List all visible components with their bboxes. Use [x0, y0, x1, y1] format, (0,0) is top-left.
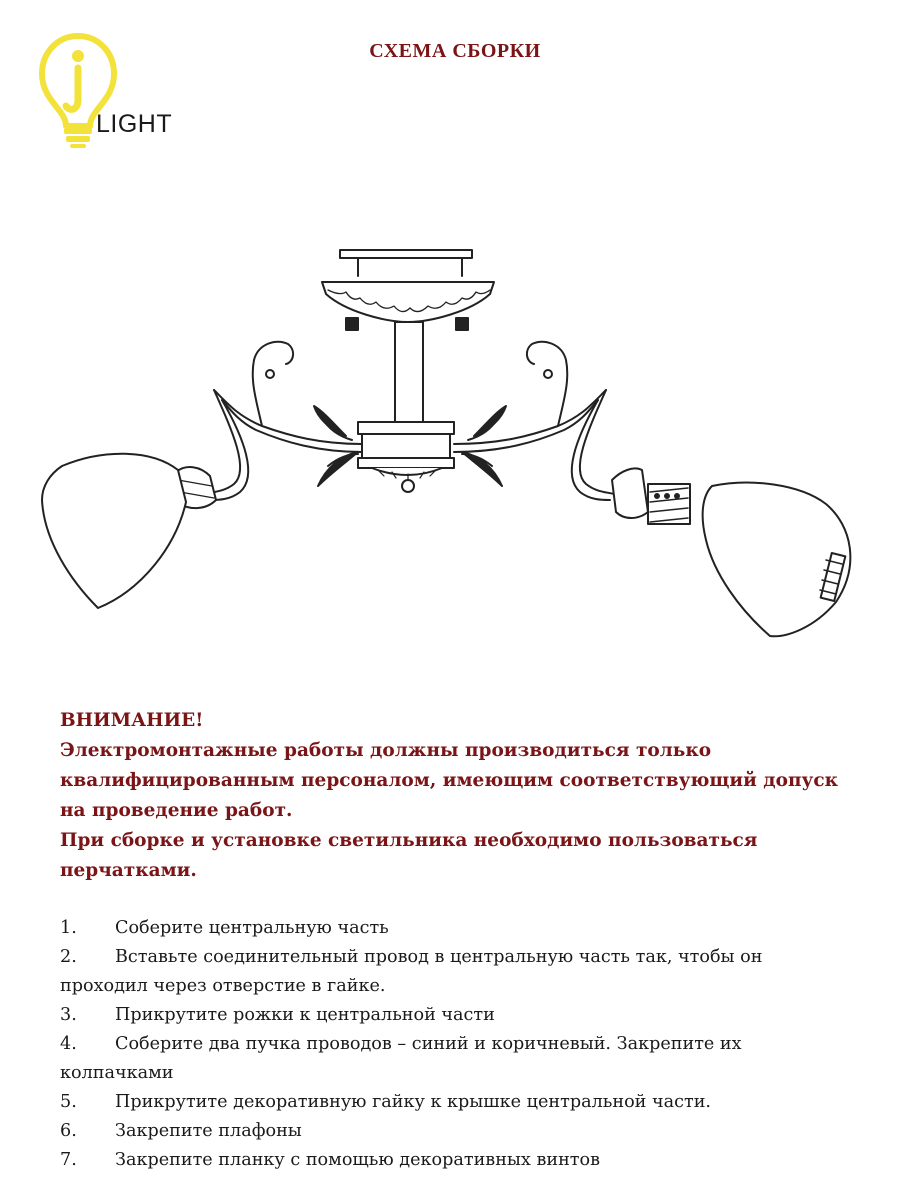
step-text: Соберите два пучка проводов – синий и коричневый. Закрепите их	[115, 1034, 742, 1054]
step-item	[60, 1088, 840, 1117]
assembly-diagram	[0, 230, 900, 660]
logo-text: LIGHT	[96, 110, 173, 138]
step-text: Прикрутите декоративную гайку к крышке центральной части.	[115, 1092, 712, 1112]
warning-line: перчатками.	[60, 860, 197, 881]
step-item	[60, 943, 840, 972]
warning-line: квалифицированным персоналом, имеющим соответствующий допуск	[60, 770, 838, 791]
warning-block	[60, 706, 860, 886]
step-text: Закрепите плафоны	[115, 1121, 302, 1141]
step-number: 4.	[60, 1034, 77, 1054]
step-text: Вставьте соединительный провод в центральную часть так, чтобы он	[115, 947, 763, 967]
assembly-steps	[60, 914, 840, 1175]
warning-line: Электромонтажные работы должны производиться только	[60, 740, 712, 761]
step-number: 3.	[60, 1005, 77, 1025]
warning-line: на проведение работ.	[60, 800, 293, 821]
step-item	[60, 1030, 840, 1059]
step-number: 1.	[60, 918, 77, 938]
step-item	[60, 914, 840, 943]
page-title: СХЕМА СБОРКИ	[369, 40, 541, 62]
step-text: Прикрутите рожки к центральной части	[115, 1005, 495, 1025]
step-continuation: проходил через отверстие в гайке.	[60, 976, 386, 996]
step-number: 2.	[60, 947, 77, 967]
warning-line: При сборке и установке светильника необходимо пользоваться	[60, 830, 758, 851]
chandelier-assembly-icon	[0, 230, 900, 660]
step-item	[60, 1001, 840, 1030]
step-number: 5.	[60, 1092, 77, 1112]
step-item	[60, 1146, 840, 1175]
step-item	[60, 1117, 840, 1146]
step-number: 6.	[60, 1121, 77, 1141]
step-text: Соберите центральную часть	[115, 918, 389, 938]
warning-heading: ВНИМАНИЕ!	[60, 710, 204, 731]
step-number: 7.	[60, 1150, 77, 1170]
step-text: Закрепите планку с помощью декоративных винтов	[115, 1150, 601, 1170]
step-continuation: колпачками	[60, 1063, 174, 1083]
